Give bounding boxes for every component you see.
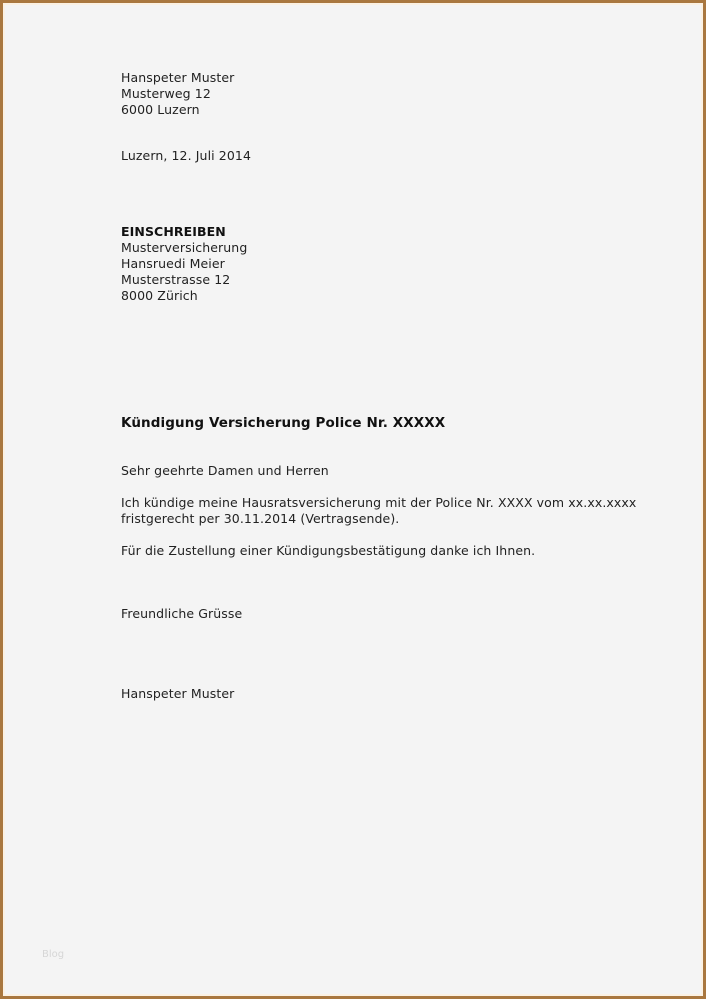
delivery-type: EINSCHREIBEN bbox=[121, 224, 226, 239]
body-paragraph-1-line-2: fristgerecht per 30.11.2014 (Vertragsende). bbox=[121, 511, 400, 526]
recipient-street: Musterstrasse 12 bbox=[121, 272, 231, 287]
sender-city: 6000 Luzern bbox=[121, 102, 200, 117]
recipient-city: 8000 Zürich bbox=[121, 288, 198, 303]
signature-name: Hanspeter Muster bbox=[121, 686, 235, 701]
body-paragraph-2: Für die Zustellung einer Kündigungsbestätigung danke ich Ihnen. bbox=[121, 543, 536, 558]
recipient-company: Musterversicherung bbox=[121, 240, 248, 255]
salutation: Sehr geehrte Damen und Herren bbox=[121, 463, 329, 478]
sender-street: Musterweg 12 bbox=[121, 86, 211, 101]
body-paragraph-1-line-1: Ich kündige meine Hausratsversicherung mit der Police Nr. XXXX vom xx.xx.xxxx bbox=[121, 495, 637, 510]
watermark-text: Blog bbox=[42, 949, 65, 960]
recipient-contact: Hansruedi Meier bbox=[121, 256, 225, 271]
date-line: Luzern, 12. Juli 2014 bbox=[121, 148, 251, 163]
sender-name: Hanspeter Muster bbox=[121, 70, 235, 85]
closing: Freundliche Grüsse bbox=[121, 606, 243, 621]
subject-line: Kündigung Versicherung Police Nr. XXXXX bbox=[121, 415, 446, 431]
